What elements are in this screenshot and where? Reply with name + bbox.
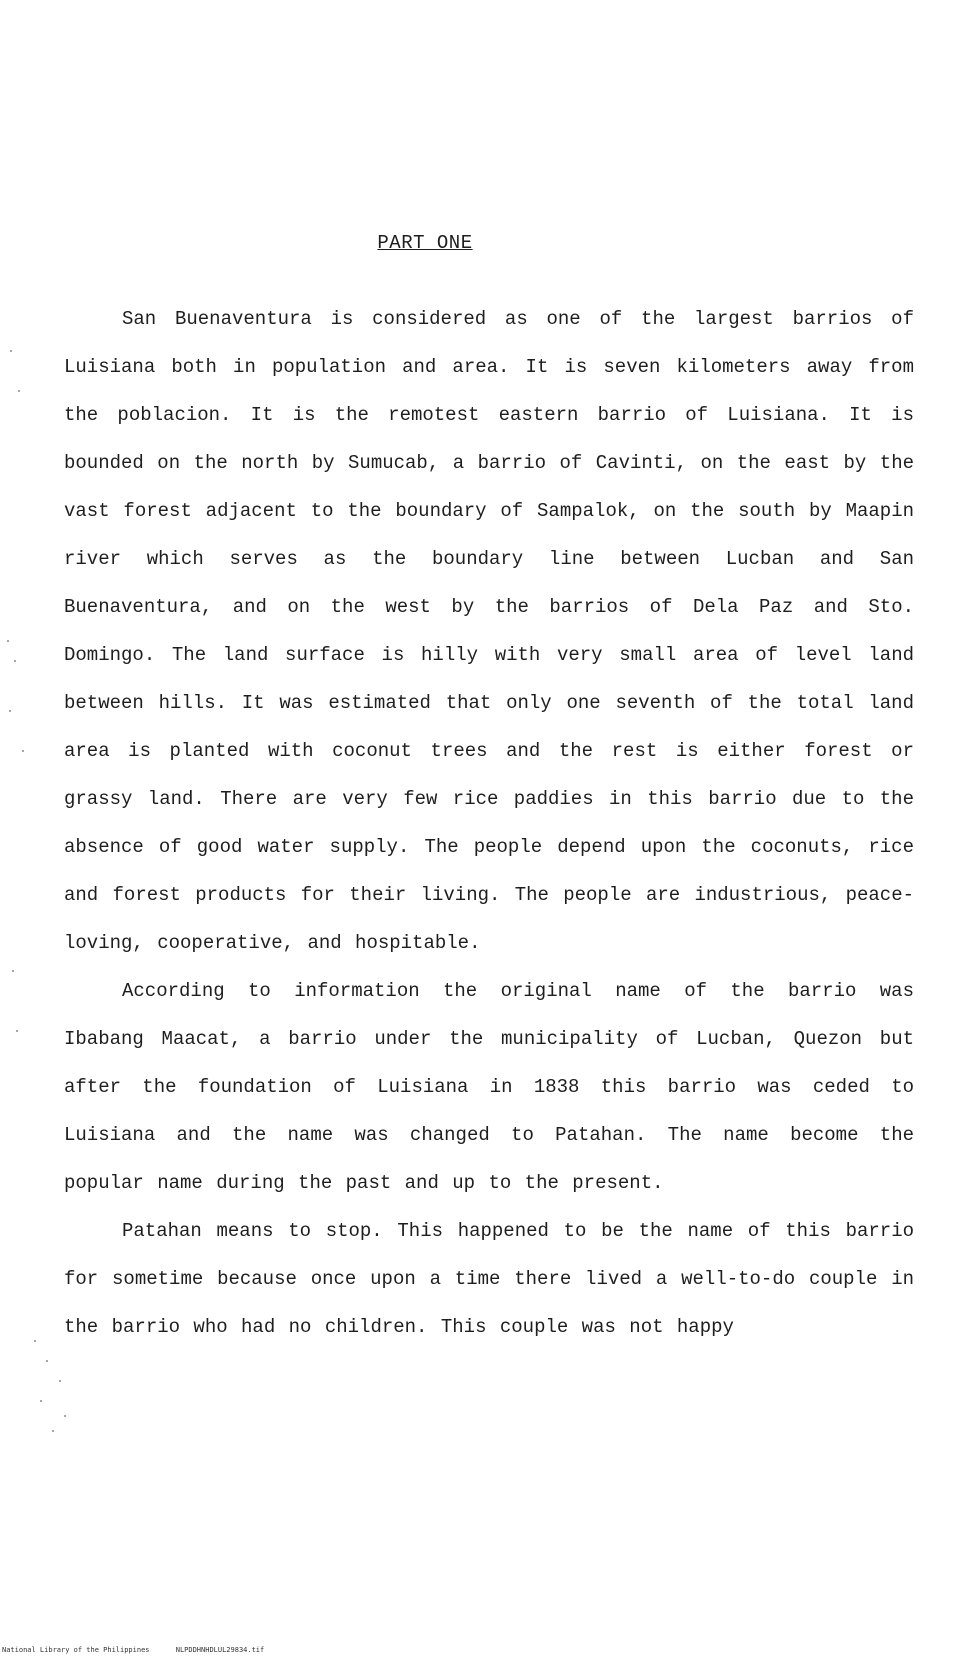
paragraph-patahan-meaning: Patahan means to stop. This happened to be the name of this barrio for sometime because once upon a time there lived a well-to-do couple in the barrio who had no children. This couple was not happy [64, 1220, 914, 1338]
paragraph-location: San Buenaventura is considered as one of the largest barrios of Luisiana both in population and area. It is seven kilometers away from the poblacion. It is the remotest eastern barrio of Luisiana. It is bounded on the north by Sumucab, a barrio of Cavinti, on the east by the vast forest adjacent to the boundary of Sampalok, on the south by Maapin river which serves as the boundary line between Lucban and San Buenaventura, and on the west by the barrios of Dela Paz and Sto. Domingo. The land surface is hilly with very small area of level land between hills. It was estimated that only one seventh of the total land area is planted with coconut trees and the rest is either forest or grassy land. There are very few rice paddies in this barrio due to the absence of good water supply. The people depend upon the coconuts, rice and forest products for their living. The people are industrious, peace-loving, cooperative, and hospitable. [64, 308, 914, 954]
section-heading: PART ONE [377, 232, 473, 254]
scan-margin-specks [4, 330, 84, 1450]
paragraph-original-name: According to information the original name of the barrio was Ibabang Maacat, a barrio under the municipality of Lucban, Quezon but after the foundation of Luisiana in 1838 this barrio was ceded to Luisiana and the name was changed to Patahan. The name become the popular name during the past and up to the present. [64, 980, 914, 1194]
body-text [64, 295, 914, 1351]
footer-library: National Library of the Philippines [2, 1646, 150, 1654]
footer-file-id: NLPDDHNHDLUL29834.tif [175, 1646, 265, 1654]
scan-footer [2, 1646, 286, 1654]
